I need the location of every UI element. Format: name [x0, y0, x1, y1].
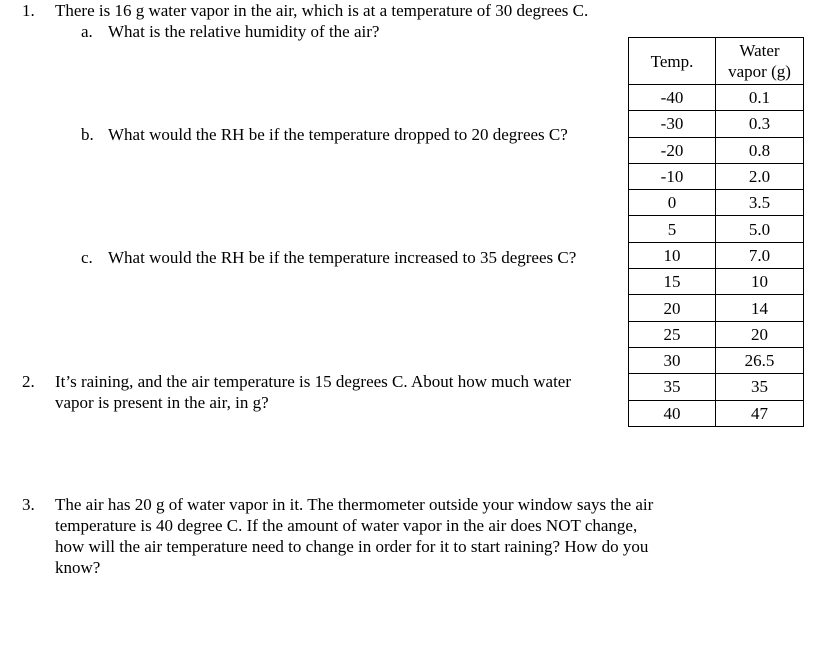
- question-1-number: 1.: [22, 1, 35, 20]
- temp-cell: 0: [629, 190, 716, 216]
- vapor-cell: 0.3: [716, 111, 804, 137]
- table-row: [629, 85, 804, 111]
- question-1c-label: c.: [81, 248, 93, 267]
- question-3-line-1: The air has 20 g of water vapor in it. The thermometer outside your window says the air: [55, 495, 654, 514]
- temp-cell: -10: [629, 163, 716, 189]
- temp-cell: 30: [629, 347, 716, 373]
- table-header-row: [629, 38, 804, 85]
- table-row: [629, 216, 804, 242]
- question-3-line-4: know?: [55, 558, 101, 577]
- question-1b-label: b.: [81, 125, 94, 144]
- table-row: [629, 321, 804, 347]
- header-water-vapor: [716, 38, 804, 85]
- vapor-cell: 3.5: [716, 190, 804, 216]
- question-1a-label: a.: [81, 22, 93, 41]
- vapor-cell: 14: [716, 295, 804, 321]
- question-3-line-2: temperature is 40 degree C. If the amount of water vapor in the air does NOT change,: [55, 516, 638, 535]
- question-3-number: 3.: [22, 495, 35, 514]
- table-row: [629, 400, 804, 426]
- table-row: [629, 347, 804, 373]
- question-2-line-1: It’s raining, and the air temperature is 15 degrees C. About how much water: [55, 372, 571, 391]
- table-row: [629, 137, 804, 163]
- question-1: [22, 0, 35, 21]
- table-row: [629, 295, 804, 321]
- water-vapor-table: [628, 37, 804, 427]
- header-temp: Temp.: [629, 38, 716, 85]
- temp-cell: 40: [629, 400, 716, 426]
- temp-cell: 35: [629, 374, 716, 400]
- table-row: [629, 374, 804, 400]
- table-row: [629, 163, 804, 189]
- question-2-number: 2.: [22, 372, 35, 391]
- question-1b-text: What would the RH be if the temperature dropped to 20 degrees C?: [108, 125, 568, 144]
- vapor-cell: 35: [716, 374, 804, 400]
- temp-cell: 20: [629, 295, 716, 321]
- vapor-cell: 2.0: [716, 163, 804, 189]
- temp-cell: -20: [629, 137, 716, 163]
- vapor-cell: 20: [716, 321, 804, 347]
- header-water-line-2: vapor (g): [728, 62, 791, 81]
- temp-cell: 25: [629, 321, 716, 347]
- question-3-line-3: how will the air temperature need to change in order for it to start raining? How do you: [55, 537, 649, 556]
- vapor-cell: 26.5: [716, 347, 804, 373]
- vapor-cell: 7.0: [716, 242, 804, 268]
- vapor-cell: 10: [716, 269, 804, 295]
- question-1a-text: What is the relative humidity of the air?: [108, 22, 380, 41]
- question-1-text: There is 16 g water vapor in the air, which is at a temperature of 30 degrees C.: [55, 1, 589, 20]
- temp-cell: 5: [629, 216, 716, 242]
- question-1c-text: What would the RH be if the temperature increased to 35 degrees C?: [108, 248, 577, 267]
- vapor-cell: 0.1: [716, 85, 804, 111]
- table-row: [629, 190, 804, 216]
- table-row: [629, 111, 804, 137]
- table-row: [629, 242, 804, 268]
- temp-cell: -30: [629, 111, 716, 137]
- question-2-line-2: vapor is present in the air, in g?: [55, 393, 269, 412]
- temp-cell: 15: [629, 269, 716, 295]
- vapor-cell: 0.8: [716, 137, 804, 163]
- table-row: [629, 269, 804, 295]
- header-water-line-1: Water: [739, 41, 780, 60]
- vapor-cell: 47: [716, 400, 804, 426]
- temp-cell: 10: [629, 242, 716, 268]
- vapor-cell: 5.0: [716, 216, 804, 242]
- temp-cell: -40: [629, 85, 716, 111]
